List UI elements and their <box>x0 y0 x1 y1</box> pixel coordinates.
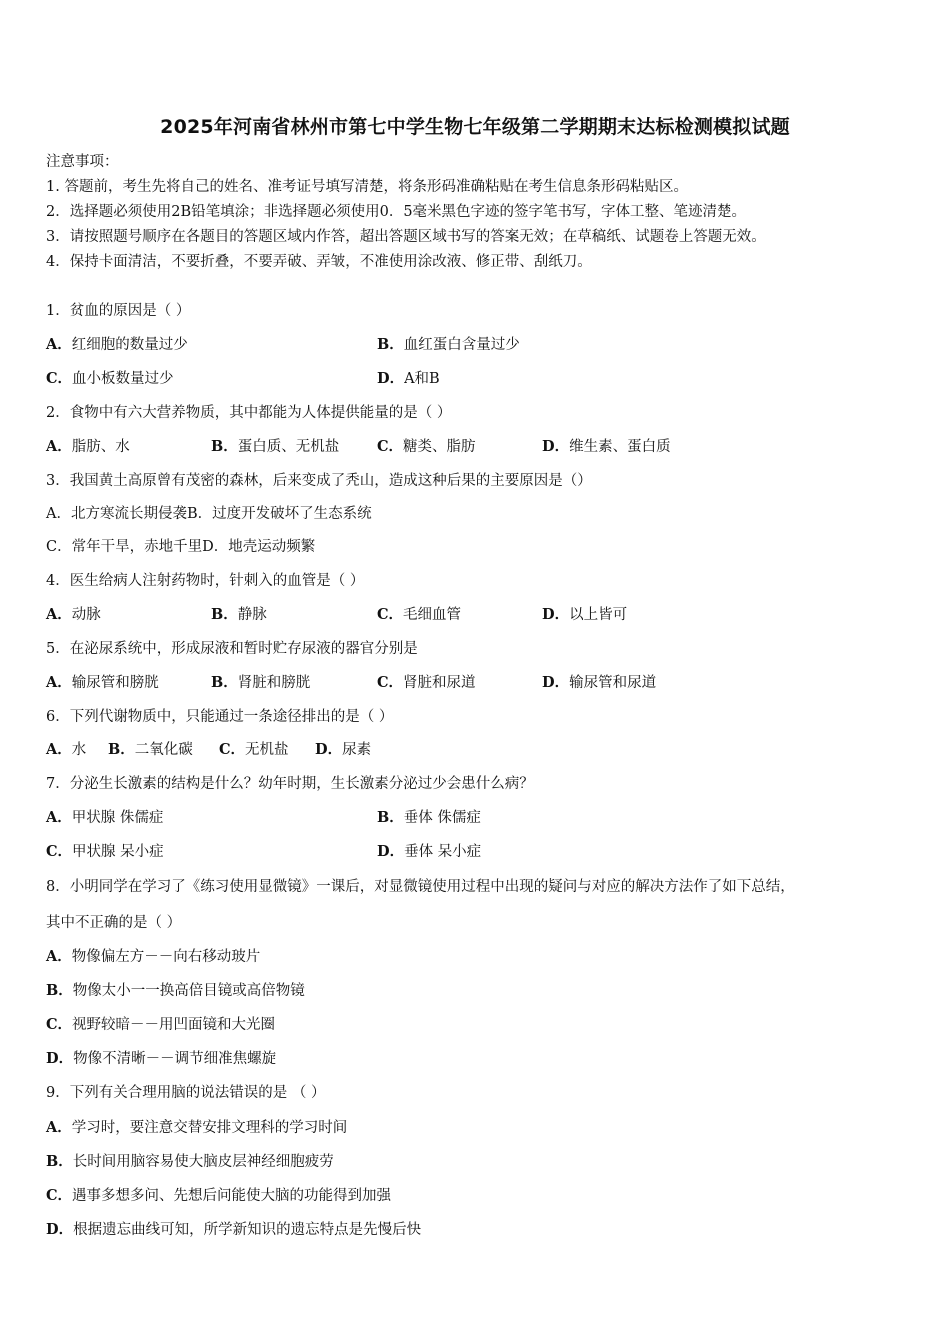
question-stem: 6．下列代谢物质中，只能通过一条途径排出的是（ ） <box>46 709 394 725</box>
option-a: A．输尿管和膀胱 <box>46 674 159 691</box>
option-c: C．毛细血管 <box>377 606 462 623</box>
page-title: 2025年河南省林州市第七中学生物七年级第二学期期末达标检测模拟试题 <box>160 116 790 138</box>
option-line: A．北方寒流长期侵袭B．过度开发破坏了生态系统 <box>46 506 372 522</box>
question-stem: 8．小明同学在学习了《练习使用显微镜》一课后，对显微镜使用过程中出现的疑问与对应的解决方法作了如下总结， <box>46 879 795 895</box>
notice-item: 3．请按照题号顺序在各题目的答题区域内作答，超出答题区域书写的答案无效；在草稿纸、试题卷上答题无效。 <box>46 229 766 245</box>
option-d: D．根据遗忘曲线可知，所学新知识的遗忘特点是先慢后快 <box>46 1221 422 1238</box>
notice-item: 2．选择题必须使用2B铅笔填涂；非选择题必须使用0．5毫米黑色字迹的签字笔书写，字体工整、笔迹清楚。 <box>46 204 747 220</box>
option-b: B．静脉 <box>211 606 267 623</box>
option-a: A．物像偏左方－－向右移动玻片 <box>46 948 261 965</box>
option-a: A．学习时，要注意交替安排文理科的学习时间 <box>46 1119 348 1136</box>
notice-item: 4．保持卡面清洁，不要折叠，不要弄破、弄皱，不准使用涂改液、修正带、刮纸刀。 <box>46 254 592 270</box>
question-stem: 1．贫血的原因是（ ） <box>46 303 191 319</box>
option-c: C．血小板数量过少 <box>46 370 174 387</box>
question-stem: 9．下列有关合理用脑的说法错误的是 （ ） <box>46 1085 326 1101</box>
option-d: D．A和B <box>377 370 440 387</box>
question-stem: 4．医生给病人注射药物时，针刺入的血管是（ ） <box>46 573 365 589</box>
question-stem-continued: 其中不正确的是（ ） <box>46 915 182 931</box>
question-stem: 5．在泌尿系统中，形成尿液和暂时贮存尿液的器官分别是 <box>46 641 418 657</box>
option-a: A．红细胞的数量过少 <box>46 336 188 353</box>
option-c: C．肾脏和尿道 <box>377 674 476 691</box>
option-c: C．甲状腺 呆小症 <box>46 843 164 860</box>
notice-item: 1. 答题前，考生先将自己的姓名、准考证号填写清楚，将条形码准确粘贴在考生信息条形码粘贴区。 <box>46 179 688 195</box>
question-stem: 7．分泌生长激素的结构是什么？幼年时期，生长激素分泌过少会患什么病？ <box>46 776 534 792</box>
option-d: D．物像不清晰－－调节细准焦螺旋 <box>46 1050 277 1067</box>
option-b: B．物像太小一一换高倍目镜或高倍物镜 <box>46 982 305 999</box>
option-b: B．血红蛋白含量过少 <box>377 336 520 353</box>
option-d: D．输尿管和尿道 <box>542 674 657 691</box>
question-stem: 3．我国黄土高原曾有茂密的森林，后来变成了秃山，造成这种后果的主要原因是（） <box>46 473 592 489</box>
option-b: B．肾脏和膀胱 <box>211 674 311 691</box>
option-d: D．以上皆可 <box>542 606 628 623</box>
option-line: C．常年干旱，赤地千里D．地壳运动频繁 <box>46 539 316 555</box>
option-b: B．二氧化碳 <box>108 741 193 758</box>
option-b: B．垂体 侏儒症 <box>377 809 481 826</box>
option-c: C．视野较暗－－用凹面镜和大光圈 <box>46 1016 276 1033</box>
option-c: C．遇事多想多问、先想后问能使大脑的功能得到加强 <box>46 1187 392 1204</box>
notice-heading: 注意事项： <box>46 154 119 170</box>
option-c: C．糖类、脂肪 <box>377 438 476 455</box>
option-d: D．尿素 <box>315 741 372 758</box>
question-stem: 2．食物中有六大营养物质，其中都能为人体提供能量的是（ ） <box>46 405 452 421</box>
option-b: B．蛋白质、无机盐 <box>211 438 340 455</box>
option-a: A．脂肪、水 <box>46 438 130 455</box>
option-d: D．维生素、蛋白质 <box>542 438 671 455</box>
option-a: A．动脉 <box>46 606 101 623</box>
option-a: A．水 <box>46 741 87 758</box>
option-a: A．甲状腺 侏儒症 <box>46 809 164 826</box>
option-b: B．长时间用脑容易使大脑皮层神经细胞疲劳 <box>46 1153 334 1170</box>
option-d: D．垂体 呆小症 <box>377 843 482 860</box>
option-c: C．无机盐 <box>219 741 289 758</box>
